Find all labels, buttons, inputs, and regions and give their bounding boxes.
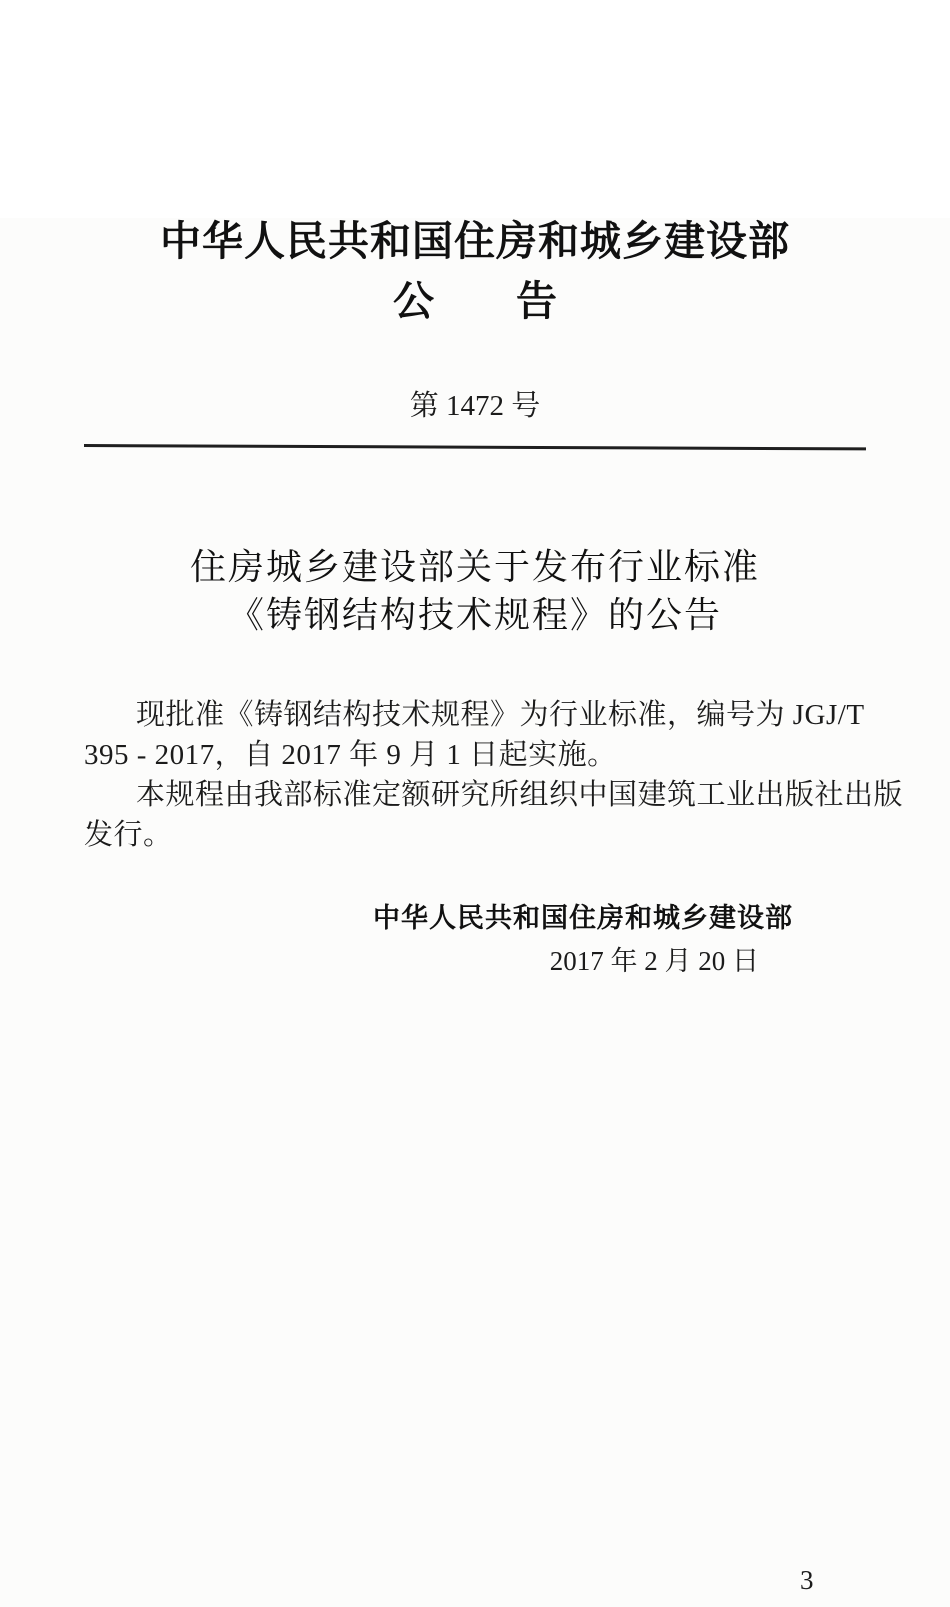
body-line: 现批准《铸钢结构技术规程》为行业标准，编号为 JGJ/T — [136, 699, 865, 731]
subtitle-line-2: 《铸钢结构技术规程》的公告 — [227, 595, 722, 635]
body-line: 发行。 — [84, 819, 173, 851]
body-line: 395 - 2017，自 2017 年 9 月 1 日起实施。 — [84, 739, 617, 771]
signature-block — [84, 897, 866, 983]
ministry-title: 中华人民共和国住房和城乡建设部 — [160, 218, 790, 264]
doc-header — [84, 218, 866, 447]
page-number: 3 — [800, 1565, 814, 1595]
doc-number: 第 1472 号 — [409, 390, 541, 422]
subtitle-line-1: 住房城乡建设部关于发布行业标准 — [189, 547, 760, 587]
body-line: 本规程由我部标准定额研究所组织中国建筑工业出版社出版 — [136, 779, 904, 811]
announcement-subtitle — [84, 543, 866, 639]
signature-date: 2017 年 2 月 20 日 — [549, 946, 759, 976]
content-column — [84, 218, 904, 983]
scanned-announcement-page — [0, 218, 950, 1607]
announcement-body — [84, 695, 904, 855]
divider-rule — [84, 444, 866, 450]
announcement-title: 公 告 — [393, 278, 557, 324]
signature-org: 中华人民共和国住房和城乡建设部 — [373, 903, 793, 933]
